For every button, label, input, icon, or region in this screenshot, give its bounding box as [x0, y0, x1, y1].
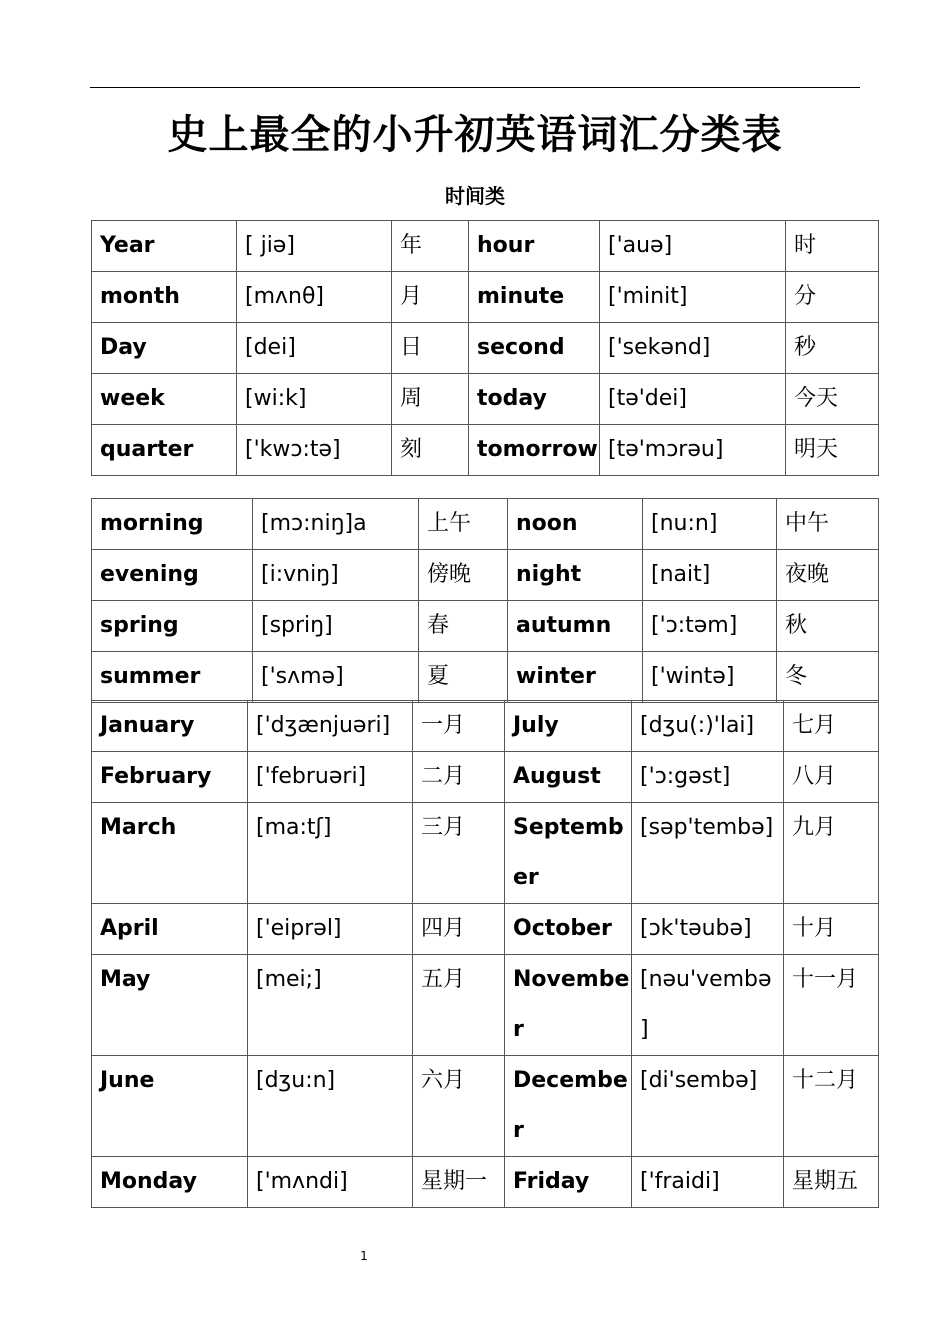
chinese-meaning-cell: 冬 — [777, 652, 879, 703]
chinese-meaning-cell: 秒 — [786, 323, 879, 374]
english-word-cell: April — [92, 904, 248, 955]
table-row — [92, 955, 879, 1056]
chinese-meaning-cell: 年 — [392, 221, 469, 272]
phonetic-cell: [i:vniŋ] — [253, 550, 419, 601]
phonetic-cell: [spriŋ] — [253, 601, 419, 652]
phonetic-cell: [nait] — [643, 550, 777, 601]
chinese-meaning-cell: 分 — [786, 272, 879, 323]
english-word-cell: minute — [469, 272, 600, 323]
chinese-meaning-cell: 上午 — [419, 499, 508, 550]
table-row — [92, 701, 879, 752]
english-word-cell: second — [469, 323, 600, 374]
english-word-cell: night — [508, 550, 643, 601]
phonetic-cell: [mei;] — [248, 955, 413, 1056]
table-row — [92, 601, 879, 652]
english-word-cell: Day — [92, 323, 237, 374]
chinese-meaning-cell: 中午 — [777, 499, 879, 550]
english-word-cell: Septemb er — [505, 803, 632, 904]
english-word-cell: evening — [92, 550, 253, 601]
phonetic-cell: ['kwɔ:tə] — [237, 425, 392, 476]
phonetic-cell: [dʒu(:)'lai] — [632, 701, 784, 752]
chinese-meaning-cell: 三月 — [413, 803, 505, 904]
chinese-meaning-cell: 月 — [392, 272, 469, 323]
english-word-cell: winter — [508, 652, 643, 703]
english-word-cell: spring — [92, 601, 253, 652]
phonetic-cell: [dei] — [237, 323, 392, 374]
phonetic-cell: [wi:k] — [237, 374, 392, 425]
phonetic-cell: ['fraidi] — [632, 1157, 784, 1208]
table-row — [92, 425, 879, 476]
phonetic-cell: [tə'dei] — [600, 374, 786, 425]
table-row — [92, 272, 879, 323]
document-title: 史上最全的小升初英语词汇分类表 — [167, 112, 783, 158]
section-heading: 时间类 — [445, 184, 505, 208]
chinese-meaning-cell: 十二月 — [784, 1056, 879, 1157]
phonetic-cell: [nəu'vembə ] — [632, 955, 784, 1056]
vocab-table-day-parts-seasons — [91, 498, 879, 703]
phonetic-cell: [nu:n] — [643, 499, 777, 550]
english-word-cell: Novembe r — [505, 955, 632, 1056]
phonetic-cell: ['sekənd] — [600, 323, 786, 374]
english-word-cell: March — [92, 803, 248, 904]
table-row — [92, 1056, 879, 1157]
chinese-meaning-cell: 四月 — [413, 904, 505, 955]
phonetic-cell: [di'sembə] — [632, 1056, 784, 1157]
phonetic-cell: [səp'tembə] — [632, 803, 784, 904]
english-word-cell: month — [92, 272, 237, 323]
english-word-cell: morning — [92, 499, 253, 550]
chinese-meaning-cell: 十一月 — [784, 955, 879, 1056]
english-word-cell: Friday — [505, 1157, 632, 1208]
chinese-meaning-cell: 星期五 — [784, 1157, 879, 1208]
chinese-meaning-cell: 秋 — [777, 601, 879, 652]
chinese-meaning-cell: 二月 — [413, 752, 505, 803]
english-word-cell: July — [505, 701, 632, 752]
chinese-meaning-cell: 夏 — [419, 652, 508, 703]
english-word-cell: quarter — [92, 425, 237, 476]
table-row — [92, 499, 879, 550]
english-word-cell: January — [92, 701, 248, 752]
chinese-meaning-cell: 一月 — [413, 701, 505, 752]
table-row — [92, 221, 879, 272]
header-rule — [90, 87, 860, 88]
phonetic-cell: [ma:tʃ] — [248, 803, 413, 904]
phonetic-cell: [tə'mɔrəu] — [600, 425, 786, 476]
phonetic-cell: ['ɔ:təm] — [643, 601, 777, 652]
table-row — [92, 652, 879, 703]
phonetic-cell: [dʒu:n] — [248, 1056, 413, 1157]
table-row — [92, 1157, 879, 1208]
english-word-cell: week — [92, 374, 237, 425]
phonetic-cell: ['auə] — [600, 221, 786, 272]
table-row — [92, 752, 879, 803]
chinese-meaning-cell: 六月 — [413, 1056, 505, 1157]
table-row — [92, 323, 879, 374]
table-row — [92, 803, 879, 904]
phonetic-cell: [mɔ:niŋ]a — [253, 499, 419, 550]
english-word-cell: tomorrow — [469, 425, 600, 476]
chinese-meaning-cell: 十月 — [784, 904, 879, 955]
chinese-meaning-cell: 日 — [392, 323, 469, 374]
chinese-meaning-cell: 夜晚 — [777, 550, 879, 601]
english-word-cell: June — [92, 1056, 248, 1157]
page-number: 1 — [360, 1249, 368, 1263]
chinese-meaning-cell: 春 — [419, 601, 508, 652]
english-word-cell: February — [92, 752, 248, 803]
phonetic-cell: ['sʌmə] — [253, 652, 419, 703]
phonetic-cell: [ jiə] — [237, 221, 392, 272]
phonetic-cell: ['ɔ:gəst] — [632, 752, 784, 803]
english-word-cell: autumn — [508, 601, 643, 652]
phonetic-cell: ['wintə] — [643, 652, 777, 703]
table-row — [92, 374, 879, 425]
chinese-meaning-cell: 今天 — [786, 374, 879, 425]
chinese-meaning-cell: 八月 — [784, 752, 879, 803]
chinese-meaning-cell: 傍晚 — [419, 550, 508, 601]
chinese-meaning-cell: 星期一 — [413, 1157, 505, 1208]
phonetic-cell: ['minit] — [600, 272, 786, 323]
chinese-meaning-cell: 五月 — [413, 955, 505, 1056]
chinese-meaning-cell: 明天 — [786, 425, 879, 476]
phonetic-cell: ['eiprəl] — [248, 904, 413, 955]
chinese-meaning-cell: 九月 — [784, 803, 879, 904]
english-word-cell: August — [505, 752, 632, 803]
chinese-meaning-cell: 时 — [786, 221, 879, 272]
vocab-table-time-units — [91, 220, 879, 476]
phonetic-cell: ['mʌndi] — [248, 1157, 413, 1208]
chinese-meaning-cell: 周 — [392, 374, 469, 425]
english-word-cell: noon — [508, 499, 643, 550]
phonetic-cell: ['dʒænjuəri] — [248, 701, 413, 752]
vocab-table-months-days — [91, 700, 879, 1208]
phonetic-cell: ['februəri] — [248, 752, 413, 803]
english-word-cell: hour — [469, 221, 600, 272]
table-row — [92, 550, 879, 601]
english-word-cell: May — [92, 955, 248, 1056]
phonetic-cell: [mʌnθ] — [237, 272, 392, 323]
english-word-cell: Monday — [92, 1157, 248, 1208]
english-word-cell: today — [469, 374, 600, 425]
phonetic-cell: [ɔk'təubə] — [632, 904, 784, 955]
english-word-cell: October — [505, 904, 632, 955]
chinese-meaning-cell: 七月 — [784, 701, 879, 752]
english-word-cell: Decembe r — [505, 1056, 632, 1157]
table-row — [92, 904, 879, 955]
chinese-meaning-cell: 刻 — [392, 425, 469, 476]
english-word-cell: summer — [92, 652, 253, 703]
english-word-cell: Year — [92, 221, 237, 272]
